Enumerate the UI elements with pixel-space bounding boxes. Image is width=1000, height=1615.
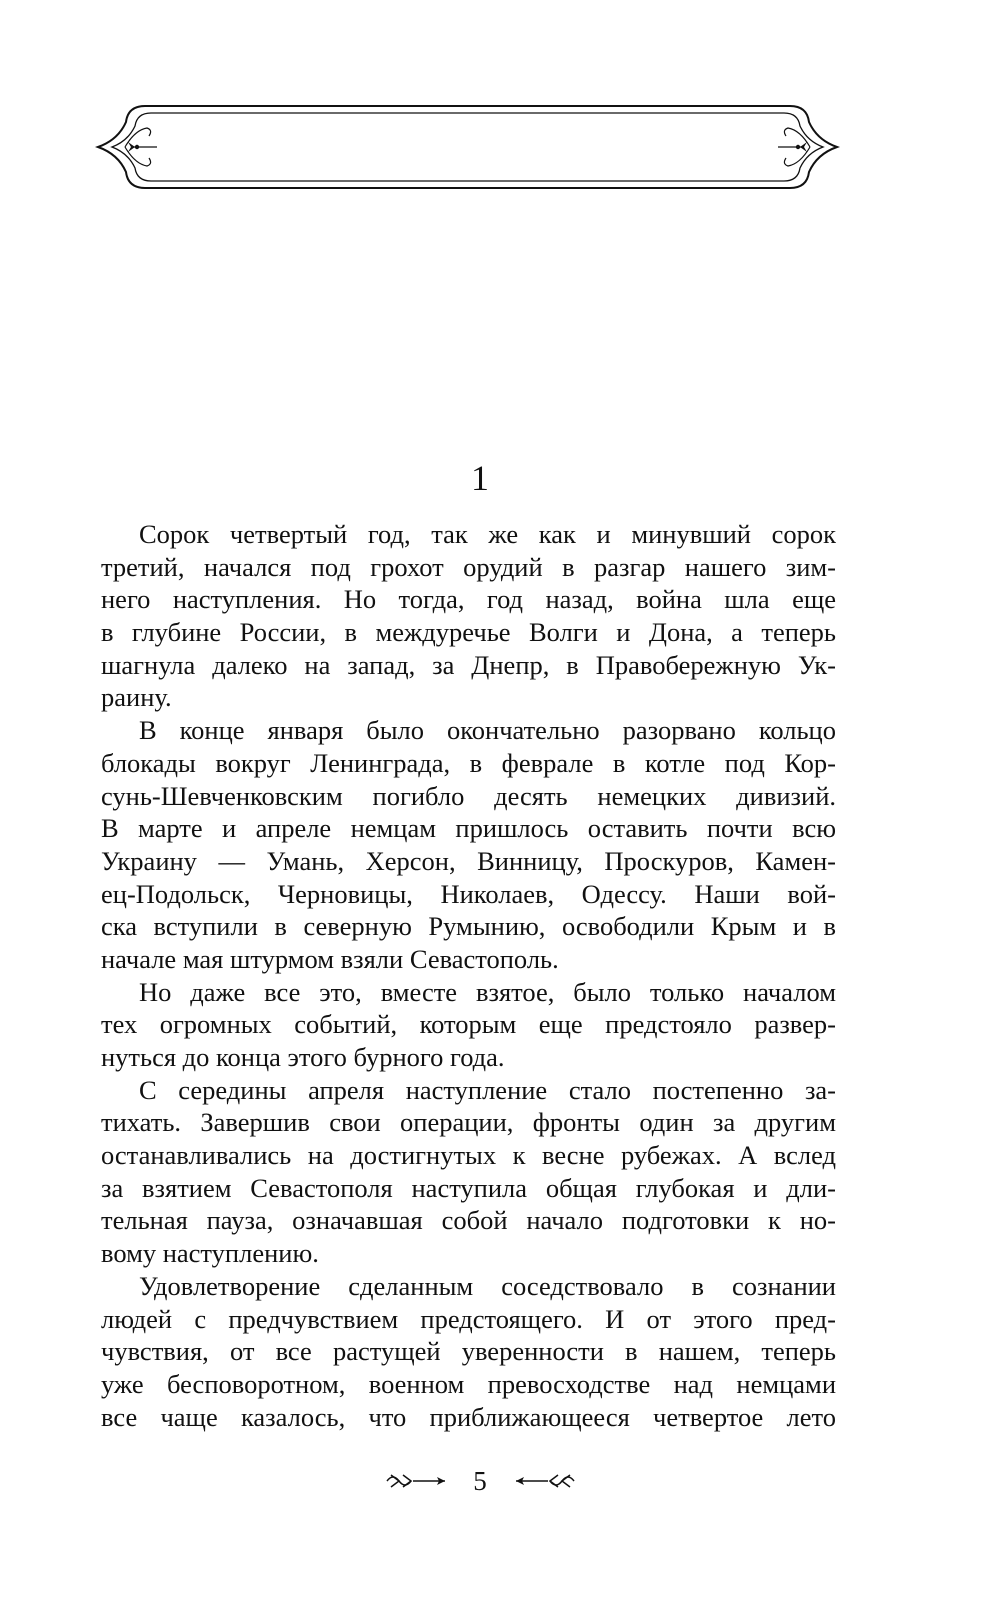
text-line: Но даже все это, вместе взятое, было только началом xyxy=(139,976,836,1007)
header-ornament-frame xyxy=(95,100,840,195)
text-line: В марте и апреле немцам пришлось оставить почти всю xyxy=(101,813,836,844)
text-line: тех огромных событий, которым еще предстояло развер- xyxy=(101,1009,836,1040)
text-line: нуться до конца этого бурного года. xyxy=(101,1042,505,1072)
text-line: Украину — Умань, Херсон, Винницу, Проскуров, Камен- xyxy=(101,845,836,876)
text-line: за взятием Севастополя наступила общая глубокая и дли- xyxy=(101,1172,836,1203)
right-ornament-icon xyxy=(514,1471,576,1491)
text-line: сунь-Шевченковским погибло десять немецких дивизий. xyxy=(101,780,836,811)
text-line: В конце января было окончательно разорвано кольцо xyxy=(139,715,836,746)
text-line: шагнула далеко на запад, за Днепр, в Правобережную Ук- xyxy=(101,649,836,680)
text-line: ец-Подольск, Черновицы, Николаев, Одессу. Наши вой- xyxy=(101,878,836,909)
text-line: останавливались на достигнутых к весне рубежах. А вслед xyxy=(101,1140,836,1171)
text-line: чувствия, от все растущей уверенности в нашем, теперь xyxy=(101,1336,836,1367)
text-line: Сорок четвертый год, так же как и минувший сорок xyxy=(139,519,836,549)
text-line: С середины апреля наступление стало постепенно за- xyxy=(139,1074,836,1105)
text-line: блокады вокруг Ленинграда, в феврале в котле под Кор- xyxy=(101,747,836,778)
chapter-number: 1 xyxy=(471,458,489,498)
text-line: раину. xyxy=(101,682,172,713)
text-line: третий, начался под грохот орудий в разгар нашего зим- xyxy=(101,551,836,582)
text-line: уже бесповоротном, военном превосходстве над немцами xyxy=(101,1368,836,1399)
text-line: вому наступлению. xyxy=(101,1238,319,1269)
text-line: начале мая штурмом взяли Севастополь. xyxy=(101,943,559,974)
text-line: в глубине России, в междуречье Волги и Дона, а теперь xyxy=(101,617,836,648)
text-line: него наступления. Но тогда, год назад, война шла еще xyxy=(101,584,836,615)
left-ornament-icon xyxy=(385,1471,447,1491)
body-text xyxy=(101,518,836,1433)
text-line: людей с предчувствием предстоящего. И от этого пред- xyxy=(101,1303,836,1334)
text-line: все чаще казалось, что приближающееся четвертое лето xyxy=(101,1401,836,1432)
page-number: 5 xyxy=(473,1465,487,1496)
page-footer xyxy=(0,1460,960,1499)
text-line: Удовлетворение сделанным соседствовало в сознании xyxy=(139,1270,836,1301)
text-line: тихать. Завершив свои операции, фронты один за другим xyxy=(101,1107,836,1138)
text-line: ска вступили в северную Румынию, освободили Крым и в xyxy=(101,911,836,942)
text-line: тельная пауза, означавшая собой начало подготовки к но- xyxy=(101,1205,836,1236)
